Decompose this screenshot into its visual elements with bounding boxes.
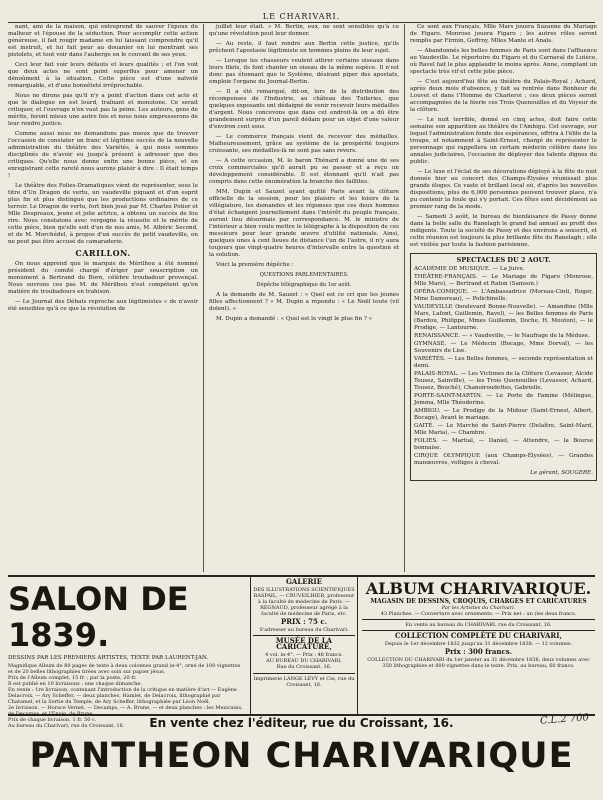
column-divider: [203, 24, 204, 572]
article-paragraph: — Il a été remarqué, dit-on, lors de la distribution des récompenses de l'Industrie, au château des Tuileries, que quelques exposants ont dédaigné de venir recevoir leurs médailles d'argent. Nous concevons que dans cet endroit-là on a dû être grandement surpris d'un pareil dédain pour un objet d'une valeur d'environ cent sous.: [209, 89, 399, 130]
column-2: [209, 24, 399, 574]
spectacle-entry: PORTE-SAINT-MARTIN. — Le Porte de Famine (Mélingue, Jemma, Mlle Théodorine.: [414, 393, 593, 406]
page-header: [8, 4, 595, 23]
ad-line: AU BUREAU DU CHARIVARI,: [266, 658, 342, 664]
article-paragraph: juillet leur était. » M. Bertin, eux, ne sont sensibles qu'à ce qu'une révolution peut leur donner.: [209, 24, 399, 37]
spectacles-title: SPECTACLES DU 2 AOUT.: [456, 256, 551, 264]
ad-line: Depuis le 1er décembre 1832 jusqu'au 31 décembre 1838. — 12 volumes.: [384, 641, 573, 647]
museum-title: MUSÉE DE LA CARICATURE,: [253, 635, 355, 650]
spectacles-box: [410, 253, 597, 481]
album-subtitle: MAGASIN DE DESSINS, CROQUIS, CHARGES ET CARICATURES: [370, 598, 587, 605]
ad-line: En vente : 1re livraison, contenant l'introduction de la critique en matière d'art — Eugène Delacroix, — Ary Scheffer, — deux planches, Hamlet, de Delacroix, lithographié par Chatamel, et la Sortie du Temple, de Ary Scheffer, lithographiée par Léon Noël.: [8, 687, 237, 705]
pantheon-title: PANTHEON CHARIVARIQUE: [29, 736, 574, 776]
publisher-line: En vente chez l'éditeur, rue du Croissant, 16.: [149, 716, 454, 730]
article-paragraph: On nous apprend que le marquis de Mérilhou a été nommé président du comité chargé d'ériger par souscription un monument à Bertrand de Born, célèbre troubadour provençal. Nous ouvrons ces pas M. de Mérilhou n'est compétent qu'en matière de troubadours en trahison.: [8, 261, 198, 295]
ad-line: COLLECTION DU CHARIVARI du 1er janvier au 31 décembre 1838, deux volumes avec 350 lithographies et 800 vignettes dans le texte. Prix, au bureau, 60 francs.: [367, 657, 590, 669]
ad-line: 43 Planches. — Couverture avec ornements. — Prix net : un (les deux francs.: [380, 611, 577, 617]
article-paragraph: — Abandonnés les belles femmes de Paris sont dans l'affluence au Vaudeville. Le répertoire du Figaro et du Carnaval de Lutèce, où Ravel fait le plus applaudir le moins après. Anne, comptant un spectacle très vif et cette jolie pièce.: [410, 48, 597, 75]
spectacle-entry: GAITÉ. — Le Marché de Saint-Pierre (Delaître, Saint-Mard, Mlle Maria). — Chambre.: [414, 423, 593, 436]
spectacle-entry: RENAISSANCE. — « Vaudeville, — le Naufrage de la Méduse.: [414, 333, 590, 339]
album-title: ALBUM CHARIVARIQUE.: [365, 579, 592, 598]
spectacle-entry: AMBIGU. — Le Prodige de la Midour (Saint-Ernest, Albert, Bocage), Avant le mariage.: [414, 408, 593, 421]
article-paragraph: Nous ne dirons pas qu'il n'y a point d'action dans cet acte et que le dialogue en est lourd, traînant et monotone. Ce serait critiquer, et l'ouvrage n'en vaut pas la peine. Les auteurs, gens de mérite, feront mieux une autre fois et nous nous empresserons de leur rendre justice.: [8, 93, 198, 127]
spectacle-entry: VAUDEVILLE (boulevard Bonne-Nouvelle). — Amandine (Mlle Mars, Lafont, Guillemin, Ravel), — les Belles femmes de Paris (Bardou, Philippe, Mmes Guillemin, Doche, H. Mouton), — le Prodige, — Lantourne.: [414, 304, 593, 331]
article-paragraph: A la demande de M. Sauzet : « Quel est ce cri que les jeunes filles affectionnent ? » M. Dupin a répondu : « Le Noël toute (vil dolent). »: [209, 292, 399, 312]
article-paragraph: — A cette occasion, M. le baron Thénard a donné une de ses croix commerciales qu'il aurait pu se passer et a reçu un développement considérable. Il est étonnant qu'il n'ait pas compris dans cette énumération la branche des faillites.: [209, 158, 399, 185]
galerie-title: GALERIE: [285, 577, 323, 586]
spectacle-entry: GYMNASE. — Le Médecin (Bocage, Mme Dorval), — les Souvenirs de Lise.: [414, 341, 593, 354]
article-paragraph: — Le commerce français vient de recevoir des médailles. Malheureusement, grâce au système de la prospérité toujours croissante, ses médailles-là ne sont pas sans revers.: [209, 134, 399, 154]
galerie-advertisement: [250, 577, 358, 714]
ad-line: Rue du Croissant, 16.: [276, 664, 332, 670]
ad-line: RASPAIL, — CRUVEILHIER, professeur à la faculté de médecine de Paris. — RÉGNAUD, professeur agrégé à la faculté de médecine de Paris, etc.: [253, 593, 355, 617]
article-paragraph: — Samedi 3 août, le bureau de bienfaisance de Passy donne dans la belle salle du Ranelagh le grand bal annuel au profit des indigents. Toute la société de Passy et des environs a souscrit, et cette réunion est toujours la plus brillante fête du Ranelagh ; elle est visitée par toute la fashion parisienne.: [410, 214, 597, 248]
section-heading-carillon: CARILLON.: [75, 248, 131, 258]
spectacle-entry: FOLIES. — Martial, — Daniel, — Attendre, — la Bourse bonnaise.: [414, 438, 593, 451]
article-paragraph: — Lorsque les chasseurs veulent attirer certains oiseaux dans leurs filets, ils font chanter un oiseau de la même espèce. Il n'est donc pas étonnant que le Système, désirant piper des apostats, emploie l'organe du Journal-Bertin.: [209, 58, 399, 85]
column-1: [8, 24, 198, 574]
article-paragraph: — C'est aujourd'hui fête au théâtre du Palais-Royal ; Achard, après deux mois d'absence, y fait sa rentrée dans Bonheur de Louvet et dans l'Homme de Charleroi ; ces deux pièces seront accompagnées de la féerie ces Trois Quenouilles et du Voyeur de la clôture.: [410, 79, 597, 113]
ad-line: Prix de l'Album complet, 15 fr. ; par la poste, 20 fr.: [8, 675, 137, 681]
column-3: [410, 24, 597, 574]
collection-title: COLLECTION COMPLÈTE DU CHARIVARI,: [362, 630, 595, 639]
article-paragraph: Voici la première dépêche :: [216, 262, 294, 268]
handwritten-note: C.L.2 700: [539, 712, 590, 727]
galerie-price: PRIX : 75 c.: [280, 617, 328, 626]
ad-line: 4 vol. in-4°. — Prix : 48 francs.: [265, 652, 343, 658]
spectacle-entry: ACADÉMIE DE MUSIQUE. — La Juive.: [414, 266, 525, 272]
article-paragraph: — Le Journal des Débats reproche aux légitimistes « de n'avoir été sensibles qu'à ce que la révolution de: [8, 299, 198, 312]
subheading: Dépêche télégraphique du 1er août.: [256, 282, 352, 288]
salon-advertisement: [8, 577, 246, 729]
article-paragraph: Le théâtre des Folies-Dramatiques vient de représenter, sous le titre d'Un Dragon de vertu, un vaudeville piquant et d'un esprit plus fin et plus distingué que les productions ordinaires de ce terroir. Le Dragon de vertu, fort bien joué par M. Charles Potier et Mlle Despreaux, jeune et jolie actrice, a obtenu un succès de fou rire. Nous constatons avec vergogne la réussite et le mérite de cette pièce, bien qu'elle soit d'un de nos amis, M. Albéric Second, et de M. Morchédel, à propos d'un succès de petit vaudeville, on ne peut pas être accusé de camaraderie.: [8, 183, 198, 245]
spectacle-entry: THÉÂTRE-FRANÇAIS. — Le Mariage de Figaro (Monrose, Mlle Mars), — Bertrand et Raton (Samson.): [414, 274, 593, 287]
ad-line: DES ILLUSTRATIONS SCIENTIFIQUES: [253, 587, 355, 593]
gerant-signature: Le gérant, SOUGERE.: [530, 470, 593, 476]
salon-subtitle: DESSINS PAR LES PREMIERS ARTISTES, TEXTE PAR LAURENT-JAN.: [8, 655, 209, 661]
printer-line: Imprimerie LANGE LÉVY et Cie, rue du Croissant, 16.: [253, 673, 355, 688]
ad-line: Il est publié en 10 livraisons : une chaque dimanche.: [8, 681, 142, 687]
article-paragraph: — Le luxe et l'éclat de ses décorations déployé à la fête de nuit donnée hier au concert des Champs-Élysées réunissait plus grands éloges. Ce vaste et brillant local où, d'après les nouvelles dispositions, plus de 6,000 personnes peuvent trouver place, n'a pu contenir la foule qui s'y portait. Ces fêtes sont décidément au premier rang de la mode.: [410, 169, 597, 210]
album-by: Par les Artistes du Charivari.: [441, 605, 516, 611]
article-paragraph: MM. Dupin et Sauzet ayant quitté Paris avant la clôture officielle de la session, pour les plaisirs et les loisirs de la villégiature, les demandes et les réponses que ces deux hommes d'état échangent journellement dans l'intérêt du peuple français, auront lieu désormais par correspondance. M. le ministre de l'intérieur a bien voulu mettre le télégraphe à la disposition de ces messieurs pour leur grande œuvre d'utilité nationale. Ainsi, quelques unes à cent lieues de distance l'un de l'autre, il n'y aura toujours que vingt-quatre heures d'intervalle entre la question et la solution.: [209, 189, 399, 258]
spectacle-entry: VARIÉTÉS. — Les Belles femmes, — seconde représentation et demi.: [414, 356, 593, 369]
article-paragraph: — Au reste, il faut rendre aux Bertin cette justice, qu'ils prêchent l'apostasie légitimiste en hommes pleins de leur sujet.: [209, 41, 399, 54]
salon-title: SALON DE 1839.: [8, 580, 189, 654]
ad-line: Au bureau du Charivari, rue du Croissant, 16.: [8, 723, 125, 729]
article-paragraph: — Le nuit terrible, donné en cinq actes, doit faire cette semaine son apparition au théâtre de l'Ambigu. Cet ouvrage, sur lequel l'administration fonde des espérances, offrira à l'élite de la troupe, et notamment à Saint-Ernest, chargé de représenter le personnage qui rappellera un certain médecin célèbre dans les annales judiciaires, l'occasion de déployer des talents dignes du public.: [410, 117, 597, 165]
ad-line: Magnifique Album de 80 pages de texte à deux colonnes grand in-4°, orné de 100 vignettes et de 20 belles lithographies tirées avec soin sur papier jésus.: [8, 663, 241, 675]
newspaper-title: LE CHARIVARI.: [262, 12, 341, 21]
ad-line: 2e livraison. — Horace Vernet, — Decamps, — A. Brune, — et deux planches : les Mexicains, de Decamps, et l'Envie, de Brune.: [8, 705, 243, 717]
article-paragraph: Ce sont aux Français, Mlle Mars jouera Suzanne du Mariage de Figaro. Monrose jouera Figaro ; les autres rôles seront remplis par Firmin, Geffroy, Mlles Mante et Anaïs.: [410, 24, 597, 44]
spectacle-entry: CIRQUE OLYMPIQUE (aux Champs-Élysées). — Grandes manœuvres, voltiges à cheval.: [414, 453, 593, 466]
subheading: QUESTIONS PARLEMENTAIRES.: [259, 272, 349, 278]
article-paragraph: nant, ami de la maison, qui entreprend de sauver l'époux du malheur et l'épouse de la séduction. Pour accomplir cette action généreuse, il fait rougir madame en lui laissant comprendre qu'il est instruit, et lui fait peur au douanier en lui montrant ses pistolets, et tout voir dans l'auberge en le couvant de ses yeux.: [8, 24, 198, 58]
album-advertisement: [362, 577, 595, 714]
article-paragraph: Comme aussi nous ne demandons pas mieux que de trouver l'occasion de constater un franc et légitime succès de la nouvelle administration du théâtre des Variétés, à qui nous sommes disciplinés de n'avoir eu jusqu'à présent à adresser que des critiques. Qu'elle nous donne enfin une bonne pièce, et en enregistrant cette rareté nous aurons plaisir à dire : Il était temps !: [8, 131, 198, 179]
article-paragraph: Ceci leur fait voir leurs défauts et leurs qualités ; et l'on voit que deux actes ne sont point superflus pour amener un dénoûment à la situation. Cette pièce est d'une naïveté remarquable, et d'une honnêteté irréprochable.: [8, 62, 198, 89]
ad-line: En vente au bureau du CHARIVARI, rue du Croissant, 16.: [362, 619, 595, 628]
spectacle-entry: PALAIS-ROYAL. — Les Victimes de la Clôture (Levassor, Alcide Tousez, Sainville), — les Trois Quenouilles (Levassor, Achard, Tousez, Bouché), Chanoiroudettes, Gabrielle.: [414, 371, 593, 391]
column-divider: [404, 24, 405, 572]
ad-line: S'adresser au bureau du Charivari.: [259, 627, 349, 633]
collection-price: Prix : 300 francs.: [444, 647, 513, 656]
spectacle-entry: OPÉRA-COMIQUE. — L'Ambassadrice (Moreau-Cinti, Roger, Mme Damoreau), — Polichinelle.: [414, 289, 593, 302]
article-paragraph: M. Dupin a demandé : « Quel est le vingt le plus fin ? »: [216, 316, 373, 322]
ad-line: Prix de chaque livraison, 1 fr. 50 c.: [8, 717, 97, 723]
